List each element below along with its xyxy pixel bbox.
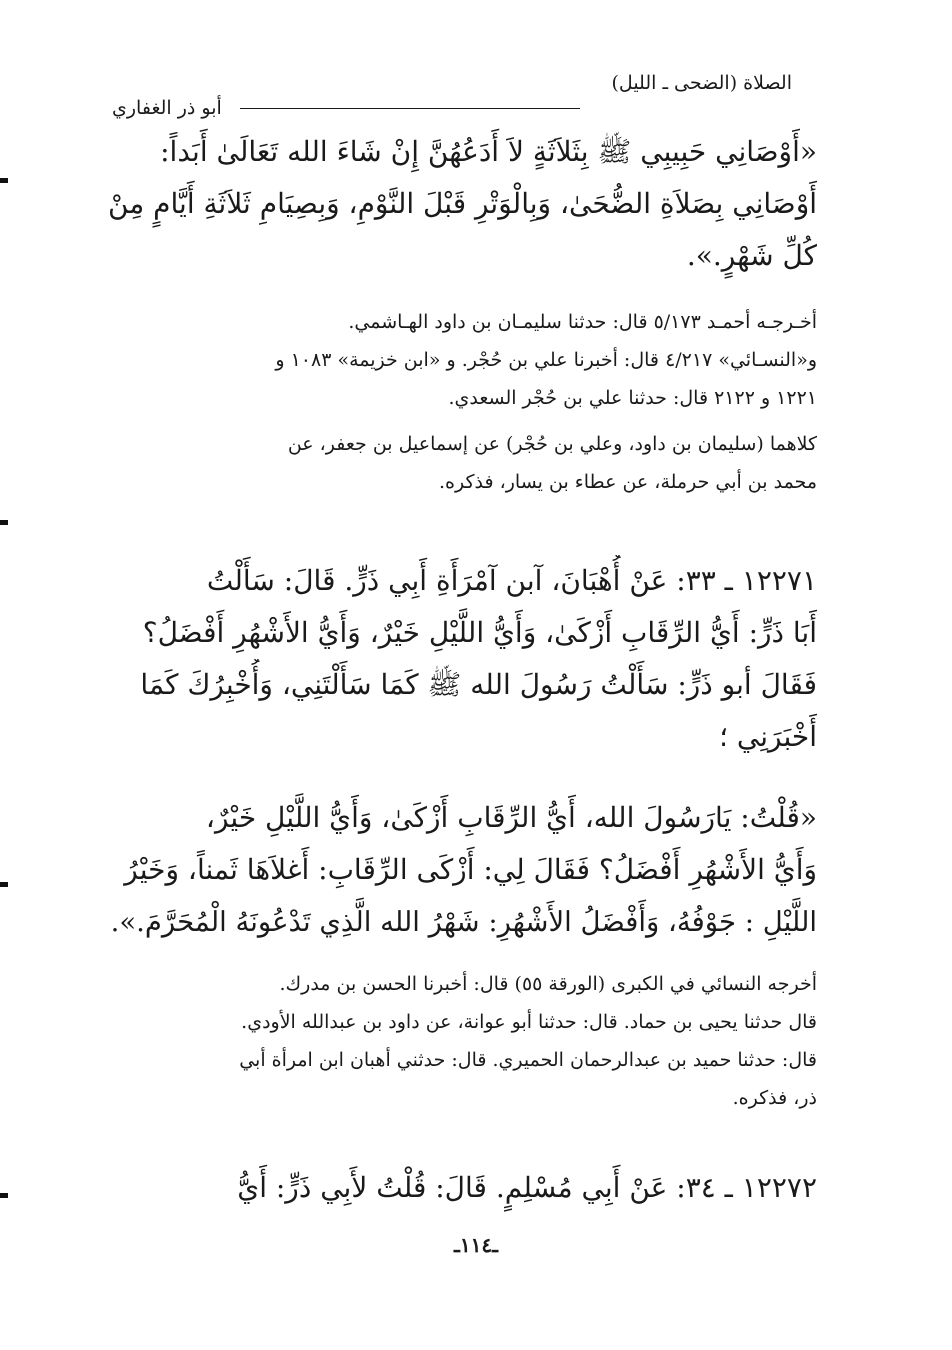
text-line: اللَّيْلِ : جَوْفُهُ، وَأَفْضَلُ الأَشْهُرِ: شَهْرُ الله الَّذِي تَدْعُونَهُ الْمُحَرَّمَ.».	[110, 906, 817, 938]
text-line: قال حدثنا يحيى بن حماد. قال: حدثنا أبو عوانة، عن داود بن عبدالله الأودي.	[241, 1011, 817, 1033]
text-line: ١٢٢٧١ ـ ٣٣: عَنْ أُهْبَانَ، آبن آمْرَأَةِ أَبِي ذَرٍّ. قَالَ: سَأَلْتُ	[206, 564, 817, 597]
text-line: ١٢٢٧٢ ـ ٣٤: عَنْ أَبِي مُسْلِمٍ. قَالَ: قُلْتُ لأَبِي ذَرٍّ: أَيُّ	[237, 1171, 817, 1204]
hadith-12271	[108, 555, 817, 763]
hadith-12271-quote	[108, 792, 817, 948]
text-line: أخرجه النسائي في الكبرى (الورقة ٥٥) قال: أخبرنا الحسن بن مدرك.	[279, 973, 817, 995]
text-line: «قُلْتُ: يَارَسُولَ الله، أَيُّ الرِّقَابِ أَزْكَىٰ، وَأَيُّ اللَّيْلِ خَيْرٌ،	[205, 801, 817, 834]
text-line: وَأَيُّ الأَشْهُرِ أَفْضَلُ؟ فَقَالَ لِي: أَزْكَى الرِّقَابِ: أَغلاَهَا ثَمناً، وَخَيْرُ	[124, 853, 817, 886]
takhrij-note	[108, 965, 817, 1117]
scan-margin-mark	[0, 1193, 8, 1198]
takhrij-note	[108, 303, 817, 501]
scan-margin-mark	[0, 882, 8, 887]
scan-margin-mark	[0, 178, 8, 183]
hadith-12272	[108, 1162, 817, 1214]
text-line: أَخْبَرَنِي ؛	[719, 720, 817, 753]
text-line: و«النسـائي» ٤/٢١٧ قال: أخبرنا علي بن حُجْر. و «ابن خزيمة» ١٠٨٣ و	[275, 349, 817, 371]
text-line: محمد بن أبي حرملة، عن عطاء بن يسار، فذكره.	[439, 471, 817, 493]
running-header-narrator: أبو ذر الغفاري	[112, 97, 222, 119]
text-line: أَوْصَانِي بِصَلاَةِ الضُّحَىٰ، وَبِالْوَتْرِ قَبْلَ النَّوْمِ، وَبِصِيَامِ ثَلاَثَةِ أَيَّامٍ مِنْ	[108, 187, 817, 220]
scan-margin-mark	[0, 520, 8, 525]
hadith-text-continuation	[108, 126, 817, 282]
running-header-section: الصلاة (الضحى ـ الليل)	[611, 72, 792, 94]
text-line: كلاهما (سليمان بن داود، وعلي بن حُجْر) عن إسماعيل بن جعفر، عن	[287, 433, 817, 455]
text-line: أَبَا ذَرٍّ: أَيُّ الرِّقَابِ أَزْكَىٰ، وَأَيُّ اللَّيْلِ خَيْرٌ، وَأَيُّ الأَشْهُرِ أَفْضَلُ؟	[142, 616, 817, 649]
text-line: فَقَالَ أبو ذَرٍّ: سَأَلْتُ رَسُولَ الله ﷺ كَمَا سَأَلْتَنِي، وَأُخْبِرُكَ كَمَا	[140, 668, 817, 701]
text-line: «أَوْصَانِي حَبِيبِي ﷺ بِثَلاَثَةٍ لاَ أَدَعُهُنَّ إِنْ شَاءَ الله تَعَالَىٰ أَبَداً:	[160, 135, 817, 168]
text-line: أخـرجـه أحمـد ٥/١٧٣ قال: حدثنا سليمـان بن داود الهـاشمي.	[348, 311, 817, 333]
page-number: ـ١١٤ـ	[454, 1233, 498, 1257]
header-rule	[240, 108, 580, 109]
text-line: كُلِّ شَهْرٍ.».	[686, 239, 817, 272]
text-line: ذر، فذكره.	[732, 1087, 817, 1109]
text-line: ١٢٢١ و ٢١٢٢ قال: حدثنا علي بن حُجْر السعدي.	[448, 387, 817, 409]
text-line: قال: حدثنا حميد بن عبدالرحمان الحميري. قال: حدثني أهبان ابن امرأة أبي	[239, 1049, 817, 1071]
